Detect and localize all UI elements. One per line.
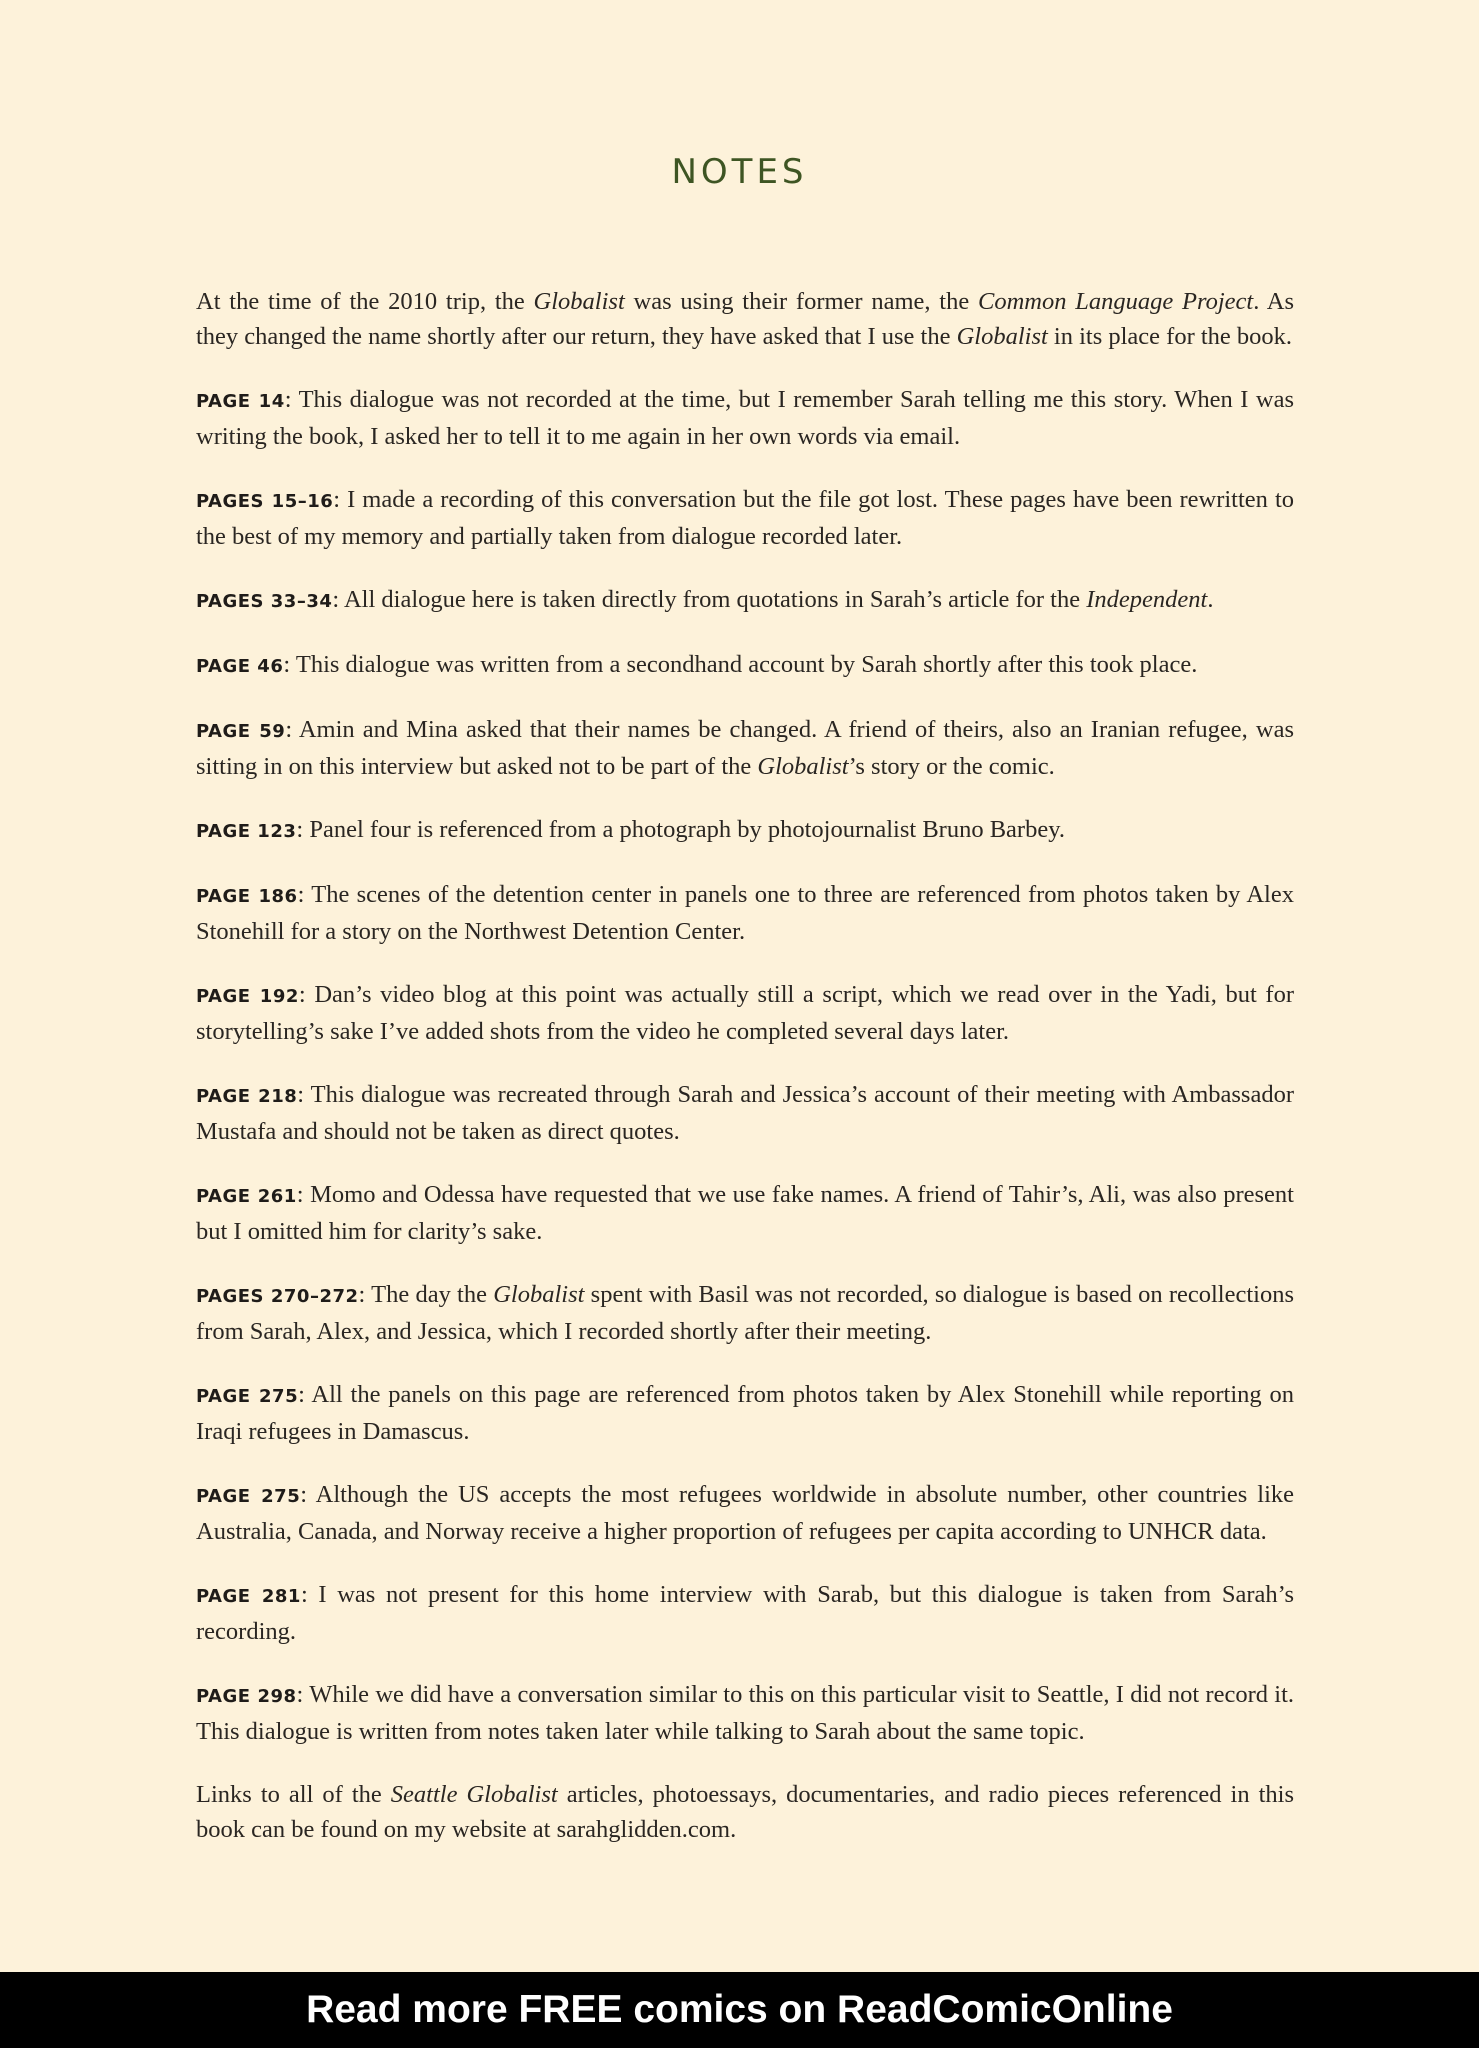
note-label: PAGE 192 (196, 986, 299, 1007)
note-page-46 (196, 647, 1294, 684)
promo-banner[interactable]: Read more FREE comics on ReadComicOnline (0, 1972, 1479, 2048)
note-text: : Dan’s video blog at this point was actually still a script, which we read over in the Yadi, but for storytelling’s sake I’ve added shots from the video he completed several days later. (196, 981, 1294, 1045)
note-text: : This dialogue was recreated through Sarah and Jessica’s account of their meeting with Ambassador Mustafa and should not be taken as direct quotes. (196, 1081, 1294, 1145)
intro-italic-1: Globalist (533, 288, 625, 315)
intro-text-3: . As they changed the name shortly after our return, they have asked that I use the (196, 288, 1294, 350)
note-pages-270-272 (196, 1277, 1294, 1349)
note-text-end: spent with Basil was not recorded, so dialogue is based on recollections from Sarah, Alex, and Jessica, which I recorded shortly after their meeting. (196, 1281, 1294, 1345)
note-label: PAGE 59 (196, 721, 286, 742)
intro-paragraph (196, 284, 1294, 354)
note-label: PAGE 14 (196, 391, 285, 412)
note-pages-15-16 (196, 482, 1294, 554)
note-label: PAGES 270–272 (196, 1286, 359, 1307)
note-label: PAGE 261 (196, 1186, 297, 1207)
intro-text-4: in its place for the book. (1047, 323, 1293, 350)
note-text: : This dialogue was written from a secondhand account by Sarah shortly after this took place. (283, 651, 1198, 678)
page-title: NOTES (671, 152, 808, 192)
closing-italic: Seattle Globalist (390, 1781, 558, 1808)
note-label: PAGE 275 (196, 1486, 301, 1507)
note-label: PAGE 275 (196, 1386, 299, 1407)
intro-text-1: At the time of the 2010 trip, the (196, 288, 534, 315)
note-text: : This dialogue was not recorded at the time, but I remember Sarah telling me this story. When I was writing the book, I asked her to tell it to me again in her own words via email. (196, 386, 1295, 450)
notes-body (196, 284, 1294, 1875)
note-page-281 (196, 1577, 1294, 1649)
note-page-59 (196, 712, 1294, 784)
note-page-261 (196, 1177, 1294, 1249)
note-page-298 (196, 1677, 1294, 1749)
note-italic: Independent (1086, 586, 1208, 613)
note-text-end: ’s story or the comic. (848, 753, 1055, 780)
note-text: : All dialogue here is taken directly from quotations in Sarah’s article for the (332, 586, 1087, 613)
note-text: : Amin and Mina asked that their names be changed. A friend of theirs, also an Iranian refugee, was sitting in on this interview but asked not to be part of the (196, 716, 1294, 780)
note-page-186 (196, 877, 1294, 949)
note-page-275-b (196, 1477, 1294, 1549)
intro-italic-3: Globalist (956, 323, 1048, 350)
note-label: PAGES 33–34 (196, 591, 333, 612)
closing-paragraph (196, 1777, 1294, 1847)
note-label: PAGE 298 (196, 1686, 297, 1707)
note-label: PAGE 281 (196, 1586, 301, 1607)
note-page-123 (196, 812, 1294, 849)
note-text: : Momo and Odessa have requested that we use fake names. A friend of Tahir’s, Ali, was also present but I omitted him for clarity’s sake. (196, 1181, 1294, 1245)
note-italic: Globalist (757, 753, 849, 780)
note-italic: Globalist (493, 1281, 585, 1308)
intro-italic-2: Common Language Project (978, 288, 1254, 315)
note-text: : Although the US accepts the most refugees worldwide in absolute number, other countries like Australia, Canada, and Norway receive a higher proportion of refugees per capita according to UNHCR data. (196, 1481, 1294, 1545)
intro-text-2: was using their former name, the (624, 288, 978, 315)
closing-text-2: articles, photoessays, documentaries, and radio pieces referenced in this book can be found on my website at sarahglidden.com. (196, 1781, 1294, 1843)
note-text: : Panel four is referenced from a photograph by photojournalist Bruno Barbey. (296, 816, 1065, 843)
note-text-end: . (1207, 586, 1214, 613)
note-label: PAGE 186 (196, 886, 298, 907)
note-label: PAGE 123 (196, 821, 297, 842)
note-label: PAGES 15–16 (196, 491, 334, 512)
note-text: : All the panels on this page are referenced from photos taken by Alex Stonehill while reporting on Iraqi refugees in Damascus. (196, 1381, 1294, 1445)
note-pages-33-34 (196, 582, 1294, 619)
note-label: PAGE 218 (196, 1086, 298, 1107)
note-text: : I was not present for this home interview with Sarab, but this dialogue is taken from Sarah’s recording. (196, 1581, 1295, 1645)
note-label: PAGE 46 (196, 656, 284, 677)
closing-text-1: Links to all of the (196, 1781, 391, 1808)
note-text: : The day the (358, 1281, 494, 1308)
note-text: : While we did have a conversation similar to this on this particular visit to Seattle, I did not record it. This dialogue is written from notes taken later while talking to Sarah about the same topic. (196, 1681, 1294, 1745)
note-page-275-a (196, 1377, 1294, 1449)
note-page-218 (196, 1077, 1294, 1149)
note-page-192 (196, 977, 1294, 1049)
note-page-14 (196, 382, 1294, 454)
note-text: : I made a recording of this conversation but the file got lost. These pages have been rewritten to the best of my memory and partially taken from dialogue recorded later. (196, 486, 1295, 550)
note-text: : The scenes of the detention center in panels one to three are referenced from photos taken by Alex Stonehill for a story on the Northwest Detention Center. (196, 881, 1294, 945)
